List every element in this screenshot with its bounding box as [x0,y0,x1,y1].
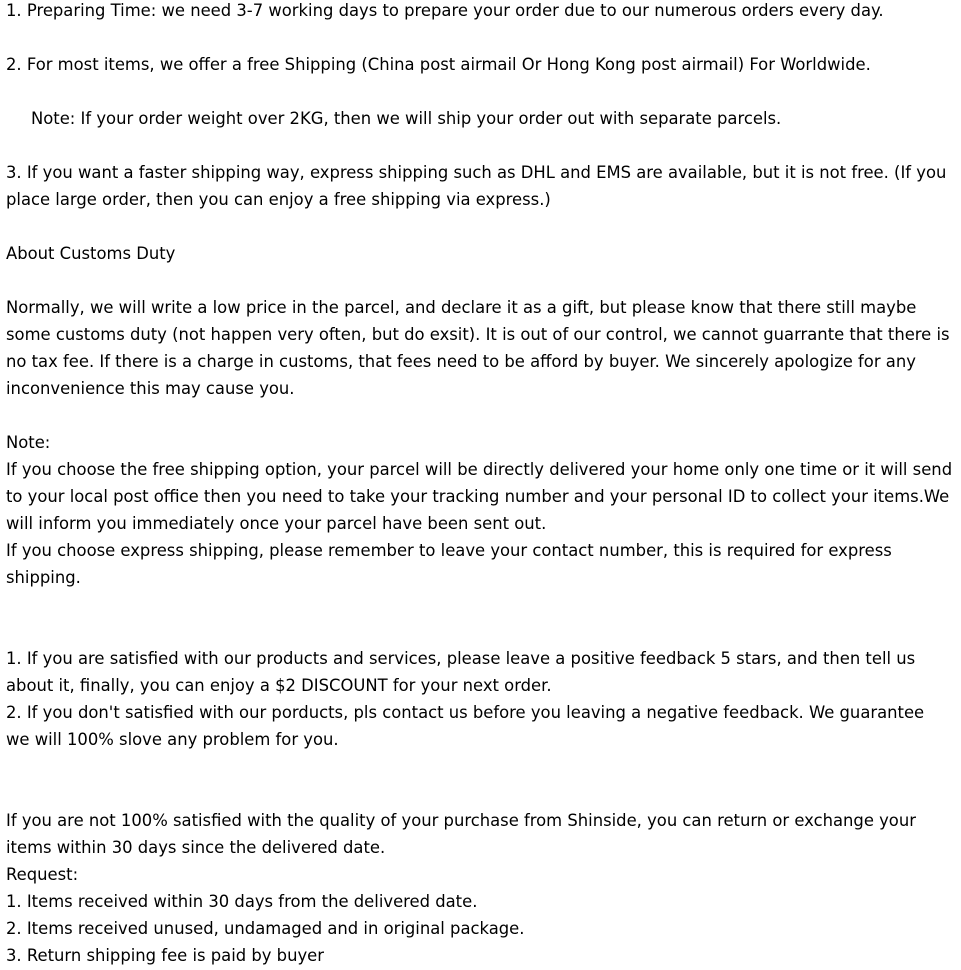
customs-line-4: inconvenience this may cause you. [6,379,295,398]
returns-request-heading: Request: [6,865,79,884]
shipping-item-3-line-1: 3. If you want a faster shipping way, express shipping such as DHL and EMS are available, but it is not free. (If you [6,163,947,182]
delivery-note-line-5: shipping. [6,568,81,587]
feedback-line-3: 2. If you don't satisfied with our porducts, pls contact us before you leaving a negative feedback. We guarantee [6,703,925,722]
delivery-note-heading: Note: [6,433,51,452]
delivery-note-line-4: If you choose express shipping, please remember to leave your contact number, this is required for express [6,541,892,560]
shipping-item-3-line-2: place large order, then you can enjoy a free shipping via express.) [6,190,551,209]
feedback-line-2: about it, finally, you can enjoy a $2 DISCOUNT for your next order. [6,676,552,695]
shipping-item-1: 1. Preparing Time: we need 3-7 working days to prepare your order due to our numerous orders every day. [6,1,884,20]
delivery-note-line-1: If you choose the free shipping option, your parcel will be directly delivered your home only one time or it will send [6,460,953,479]
returns-request-3: 3. Return shipping fee is paid by buyer [6,946,324,965]
returns-line-2: items within 30 days since the delivered date. [6,838,386,857]
customs-line-3: no tax fee. If there is a charge in customs, that fees need to be afford by buyer. We sincerely apologize for any [6,352,916,371]
shipping-weight-note: Note: If your order weight over 2KG, then we will ship your order out with separate parcels. [31,109,782,128]
returns-request-1: 1. Items received within 30 days from the delivered date. [6,892,478,911]
delivery-note-line-3: will inform you immediately once your parcel have been sent out. [6,514,547,533]
customs-heading: About Customs Duty [6,244,176,263]
customs-line-1: Normally, we will write a low price in the parcel, and declare it as a gift, but please know that there still maybe [6,298,917,317]
delivery-note-line-2: to your local post office then you need to take your tracking number and your personal ID to collect your items.We [6,487,950,506]
shipping-item-2: 2. For most items, we offer a free Shipping (China post airmail Or Hong Kong post airmail) For Worldwide. [6,55,871,74]
customs-line-2: some customs duty (not happen very often, but do exsit). It is out of our control, we cannot guarrante that there is [6,325,950,344]
feedback-line-1: 1. If you are satisfied with our products and services, please leave a positive feedback 5 stars, and then tell us [6,649,916,668]
returns-request-2: 2. Items received unused, undamaged and in original package. [6,919,525,938]
feedback-line-4: we will 100% slove any problem for you. [6,730,339,749]
returns-line-1: If you are not 100% satisfied with the quality of your purchase from Shinside, you can return or exchange your [6,811,916,830]
